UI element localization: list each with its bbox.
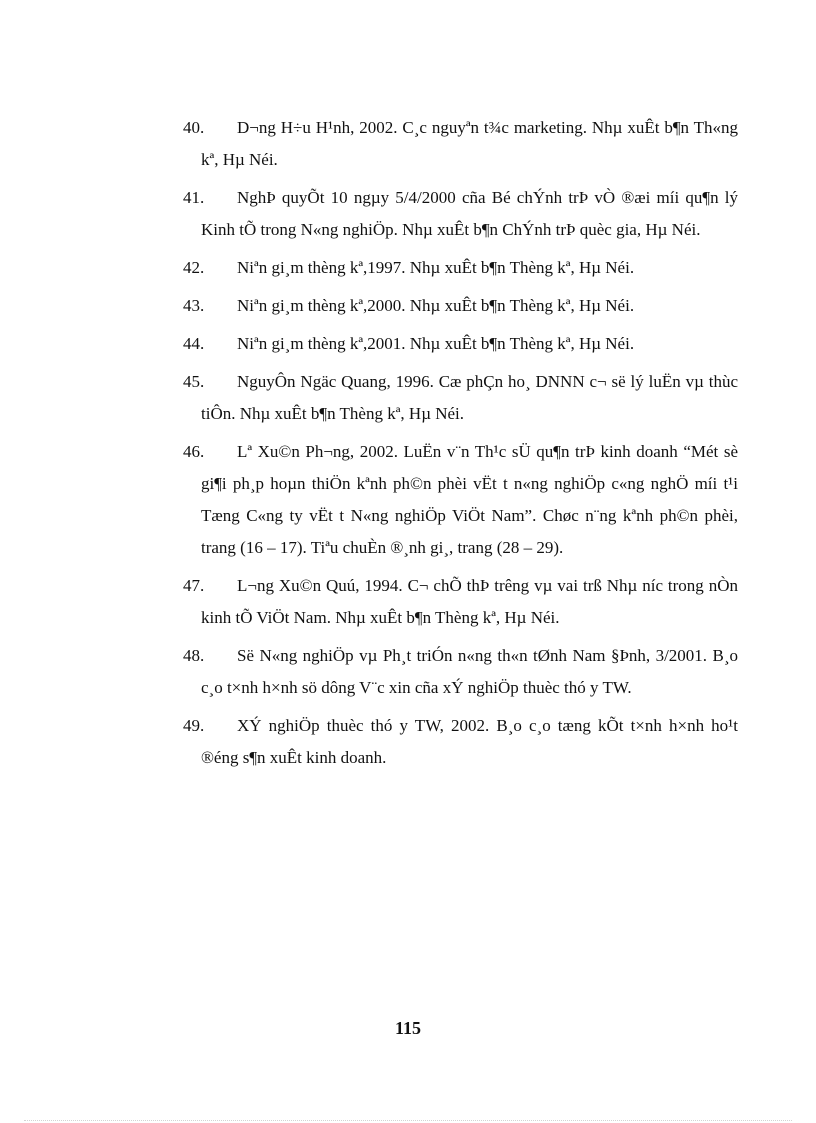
reference-list <box>183 112 738 780</box>
reference-item <box>183 366 738 430</box>
reference-number: 46. <box>183 442 205 461</box>
reference-text: D¬ng H÷u H¹nh, 2002. C¸c nguyªn t¾c marketing. Nhµ xuÊt b¶n Th«ng kª, Hµ Néi. <box>201 118 738 169</box>
reference-text: XÝ nghiÖp thuèc thó y TW, 2002. B¸o c¸o tæng kÕt t×nh h×nh ho¹t ®éng s¶n xuÊt kinh doanh. <box>201 716 738 767</box>
reference-number: 43. <box>183 296 205 315</box>
reference-item <box>183 290 738 322</box>
reference-text: Niªn gi¸m thèng kª,2001. Nhµ xuÊt b¶n Thèng kª, Hµ Néi. <box>237 334 635 353</box>
reference-text: Niªn gi¸m thèng kª,2000. Nhµ xuÊt b¶n Thèng kª, Hµ Néi. <box>237 296 635 315</box>
page-bottom-divider <box>24 1120 792 1121</box>
reference-item <box>183 640 738 704</box>
reference-item <box>183 570 738 634</box>
reference-item <box>183 182 738 246</box>
reference-item <box>183 710 738 774</box>
page-number: 115 <box>394 1018 421 1038</box>
reference-number: 48. <box>183 646 205 665</box>
reference-item <box>183 252 738 284</box>
reference-number: 42. <box>183 258 205 277</box>
reference-item <box>183 112 738 176</box>
reference-text: Niªn gi¸m thèng kª,1997. Nhµ xuÊt b¶n Thèng kª, Hµ Néi. <box>237 258 635 277</box>
reference-item <box>183 328 738 360</box>
reference-item <box>183 436 738 564</box>
reference-text: Lª Xu©n Ph¬ng, 2002. LuËn v¨n Th¹c sÜ qu¶n trÞ kinh doanh “Mét sè gi¶i ph¸p hoµn thiÖn kªnh ph©n phèi vËt t n«ng nghiÖp c«ng nghÖ míi t¹i Tæng C«ng ty vËt t N«ng nghiÖp ViÖt Nam”. Chøc n¨ng kªnh ph©n phèi, trang (16 – 17). Tiªu chuÈn ®¸nh gi¸, trang (28 – 29). <box>201 442 738 557</box>
reference-number: 41. <box>183 188 205 207</box>
reference-number: 40. <box>183 118 205 137</box>
reference-number: 44. <box>183 334 205 353</box>
reference-text: NguyÔn Ngäc Quang, 1996. Cæ phÇn ho¸ DNNN c¬ së lý luËn vµ thùc tiÔn. Nhµ xuÊt b¶n Thèng kª, Hµ Néi. <box>201 372 738 423</box>
reference-number: 47. <box>183 576 205 595</box>
reference-number: 45. <box>183 372 205 391</box>
reference-text: Së N«ng nghiÖp vµ Ph¸t triÓn n«ng th«n tØnh Nam §Þnh, 3/2001. B¸o c¸o t×nh h×nh sö dông V¨c xin cña xÝ nghiÖp thuèc thó y TW. <box>201 646 738 697</box>
reference-text: NghÞ quyÕt 10 ngµy 5/4/2000 cña Bé chÝnh trÞ vÒ ®æi míi qu¶n lý Kinh tÕ trong N«ng nghiÖp. Nhµ xuÊt b¶n ChÝnh trÞ quèc gia, Hµ Néi. <box>201 188 738 239</box>
reference-text: L¬ng Xu©n Quú, 1994. C¬ chÕ thÞ trêng vµ vai trß Nhµ níc trong nÒn kinh tÕ ViÖt Nam. Nhµ xuÊt b¶n Thèng kª, Hµ Néi. <box>201 576 738 627</box>
reference-number: 49. <box>183 716 205 735</box>
